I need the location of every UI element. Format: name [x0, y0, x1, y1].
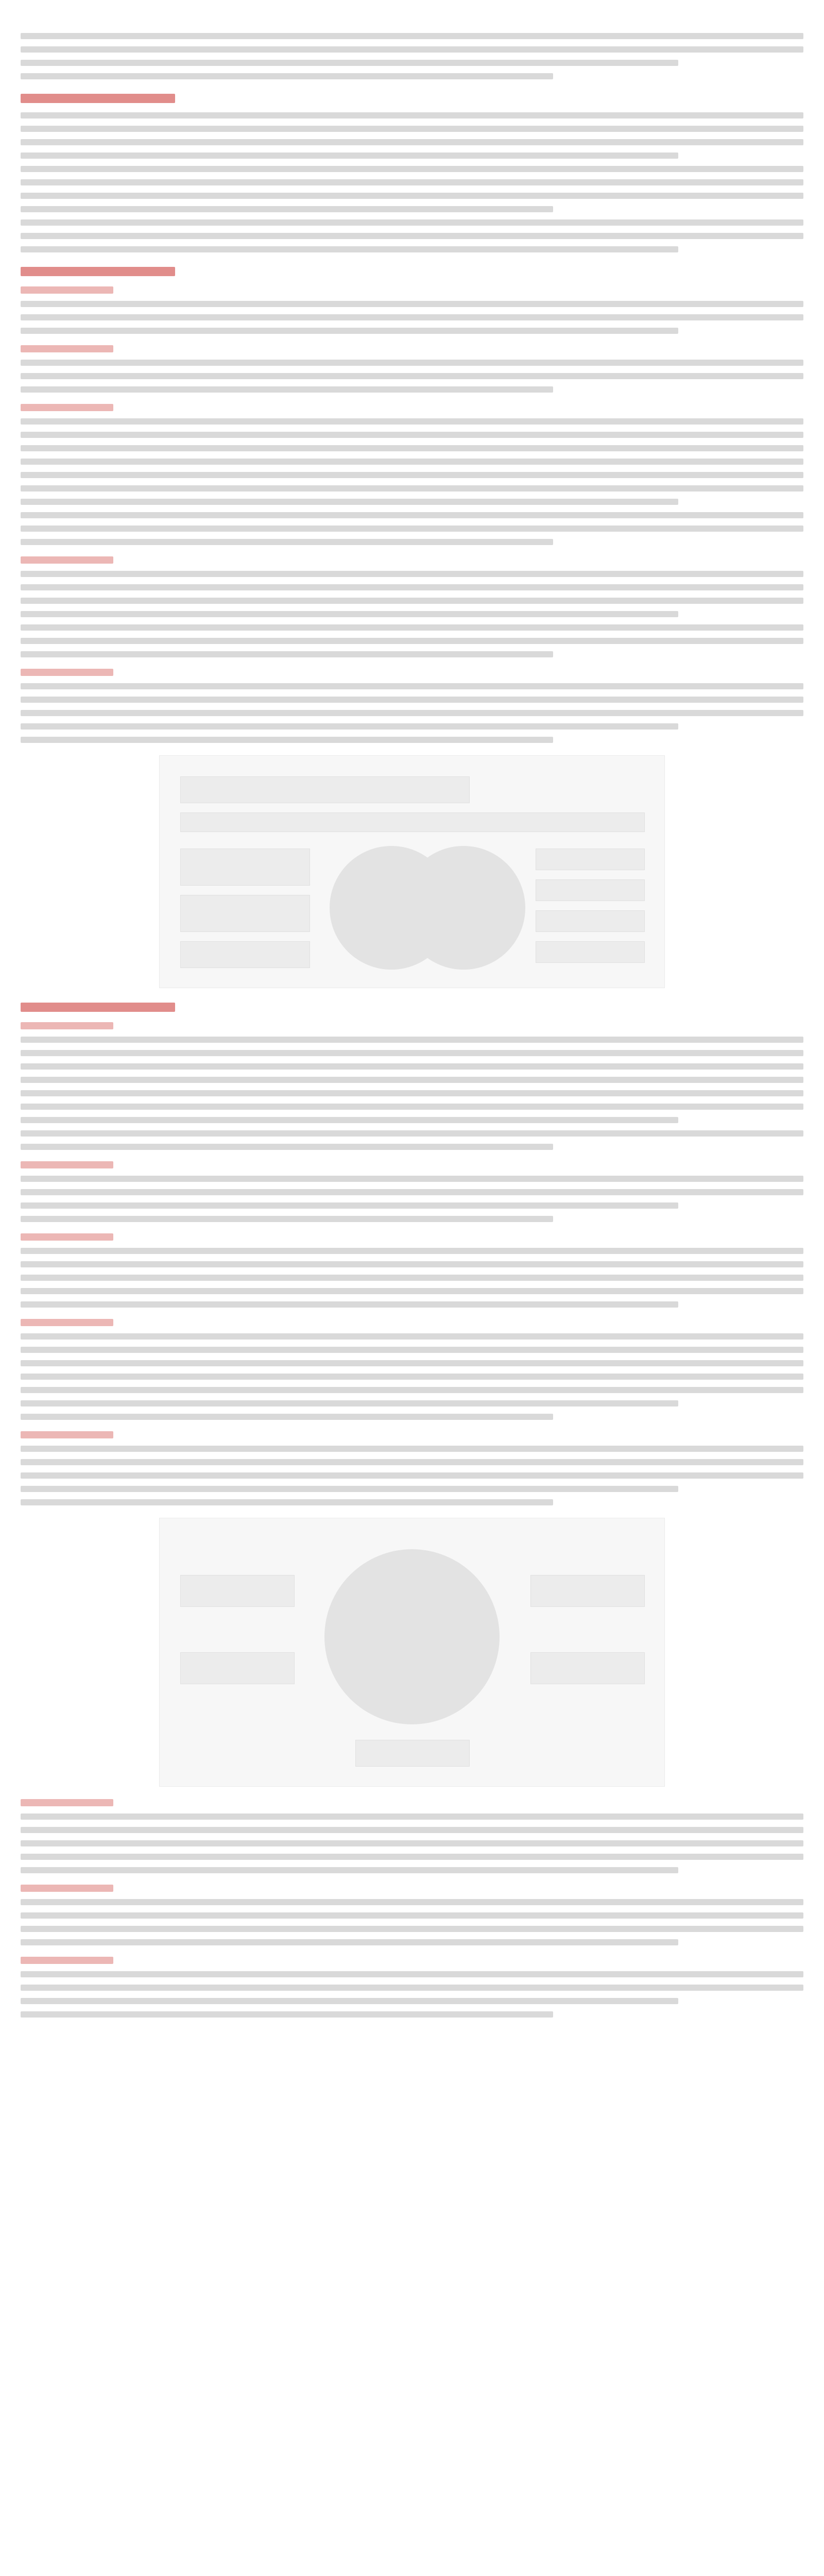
subsection-heading-placeholder	[21, 1022, 113, 1029]
subsection-heading-placeholder	[21, 1957, 113, 1964]
document-page	[21, 0, 803, 2018]
subsection-heading-placeholder	[21, 1161, 113, 1168]
subsection-heading-placeholder	[21, 345, 113, 352]
section-text	[21, 1248, 803, 1308]
subsection-heading-placeholder	[21, 404, 113, 411]
section-text	[21, 1176, 803, 1222]
section-text	[21, 1814, 803, 1873]
subsection-heading-placeholder	[21, 556, 113, 564]
page-title-area	[21, 10, 803, 33]
intro-text	[21, 33, 803, 79]
section-heading-placeholder	[21, 94, 175, 103]
subsection-heading-placeholder	[21, 1319, 113, 1326]
section-text	[21, 1446, 803, 1505]
subsection-heading-placeholder	[21, 1233, 113, 1241]
section-text	[21, 571, 803, 657]
section-text	[21, 360, 803, 393]
figure-placeholder	[159, 755, 665, 988]
subsection-heading-placeholder	[21, 669, 113, 676]
section-text	[21, 112, 803, 252]
section-text	[21, 301, 803, 334]
section-text	[21, 1333, 803, 1420]
section-text	[21, 1971, 803, 2018]
section-text	[21, 418, 803, 545]
subsection-heading-placeholder	[21, 286, 113, 294]
subsection-heading-placeholder	[21, 1431, 113, 1438]
subsection-heading-placeholder	[21, 1885, 113, 1892]
section-heading-placeholder	[21, 1003, 175, 1012]
section-text	[21, 683, 803, 743]
section-text	[21, 1899, 803, 1945]
figure-placeholder	[159, 1518, 665, 1787]
section-heading-placeholder	[21, 267, 175, 276]
section-text	[21, 1037, 803, 1150]
subsection-heading-placeholder	[21, 1799, 113, 1806]
